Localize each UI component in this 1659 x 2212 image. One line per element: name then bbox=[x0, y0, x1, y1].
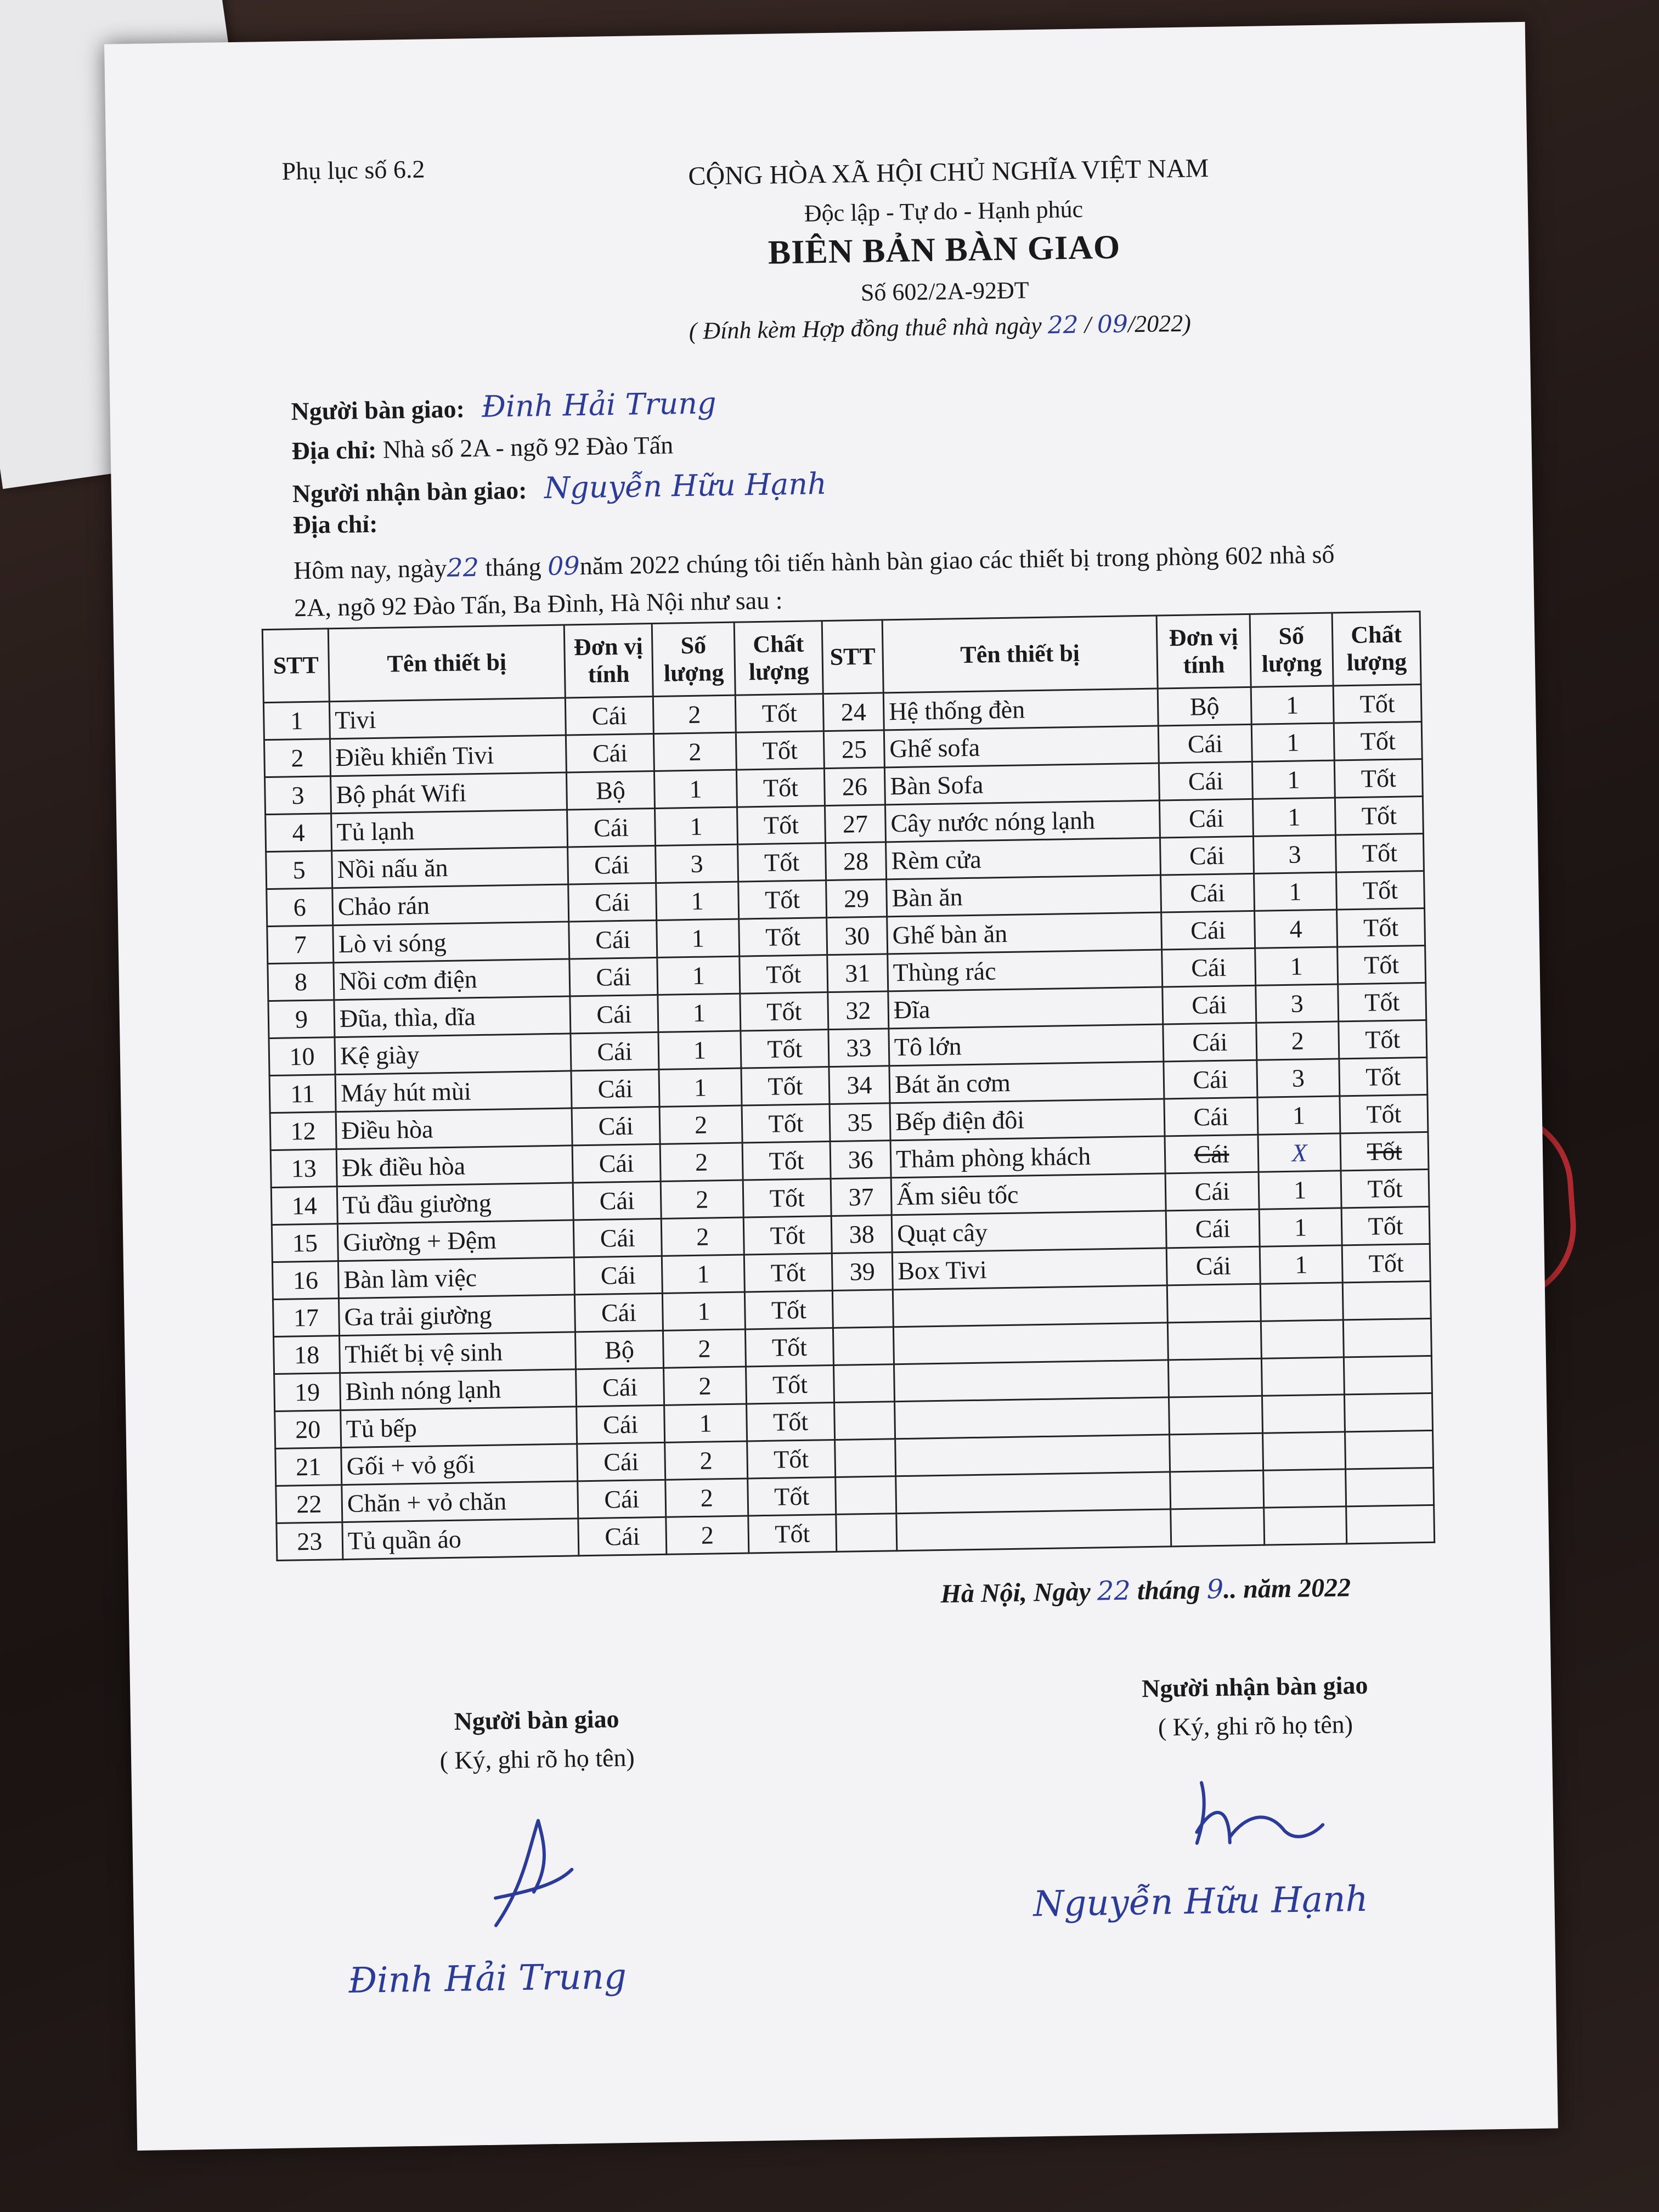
cell-r-stt: 31 bbox=[827, 954, 888, 992]
cell-l-stt: 17 bbox=[273, 1299, 339, 1337]
cell-l-unit: Cái bbox=[571, 1032, 659, 1071]
cell-r-stt: 39 bbox=[832, 1252, 893, 1291]
cell-l-qty: 2 bbox=[659, 1105, 742, 1144]
cell-r-stt bbox=[836, 1476, 896, 1515]
cell-l-qty: 1 bbox=[658, 994, 741, 1032]
cell-r-qty: 3 bbox=[1257, 1059, 1340, 1097]
cell-l-quality: Tốt bbox=[748, 1477, 836, 1516]
cell-r-name: Ghế bàn ăn bbox=[887, 912, 1162, 954]
cell-r-name bbox=[895, 1397, 1170, 1439]
cell-r-qty: 1 bbox=[1257, 1096, 1340, 1135]
cell-r-quality: Tốt bbox=[1342, 1244, 1430, 1283]
cell-r-quality: Tốt bbox=[1341, 1169, 1429, 1208]
cell-l-name: Máy hút mùi bbox=[335, 1071, 572, 1112]
cell-l-qty: 2 bbox=[653, 695, 736, 733]
equipment-table bbox=[262, 611, 1435, 1561]
cell-r-name: Bát ăn cơm bbox=[889, 1062, 1164, 1103]
cell-l-unit: Bộ bbox=[575, 1330, 663, 1369]
cell-l-name: Nồi cơm điện bbox=[334, 959, 570, 1000]
cell-l-name: Bình nóng lạnh bbox=[340, 1369, 577, 1410]
cell-l-unit: Cái bbox=[573, 1181, 661, 1220]
cell-r-unit: Cái bbox=[1159, 799, 1253, 838]
cell-r-qty bbox=[1260, 1283, 1343, 1321]
cell-r-name: Quạt cây bbox=[891, 1211, 1166, 1252]
attachment-note: ( Đính kèm Hợp đồng thuê nhà ngày 22 / 09/2022) bbox=[689, 309, 1192, 345]
cell-l-qty: 1 bbox=[656, 882, 739, 920]
cell-l-unit: Cái bbox=[569, 957, 658, 996]
document-title: BIÊN BẢN BÀN GIAO bbox=[768, 228, 1121, 272]
cell-r-name: Ghế sofa bbox=[884, 726, 1159, 768]
cell-l-stt: 16 bbox=[272, 1261, 338, 1300]
cell-r-unit bbox=[1171, 1508, 1265, 1547]
cell-r-unit: Cái bbox=[1165, 1135, 1259, 1173]
cell-l-unit: Cái bbox=[576, 1368, 664, 1407]
cell-l-unit: Cái bbox=[568, 883, 657, 922]
intro-month: 09 bbox=[547, 551, 580, 581]
cell-l-unit: Cái bbox=[573, 1218, 662, 1257]
cell-r-name bbox=[896, 1509, 1171, 1551]
cell-r-qty bbox=[1261, 1357, 1344, 1396]
cell-l-name: Gối + vỏ gối bbox=[341, 1444, 578, 1485]
cell-l-qty: 1 bbox=[662, 1292, 745, 1330]
cell-l-name: Tủ lạnh bbox=[331, 810, 568, 851]
cell-l-unit: Cái bbox=[574, 1256, 662, 1295]
header-stt: STT bbox=[262, 629, 329, 703]
signature-mark-left bbox=[461, 1809, 595, 1943]
cell-l-unit: Cái bbox=[570, 995, 658, 1034]
cell-l-qty: 1 bbox=[664, 1404, 747, 1442]
motto: Độc lập - Tự do - Hạnh phúc bbox=[804, 195, 1084, 227]
handover-person-row: Người bàn giao: Đinh Hải Trung bbox=[291, 386, 717, 426]
cell-r-unit: Cái bbox=[1159, 761, 1252, 800]
cell-r-stt bbox=[834, 1402, 895, 1440]
cell-r-quality: Tốt bbox=[1338, 983, 1426, 1022]
cell-r-quality: Tốt bbox=[1334, 759, 1423, 798]
cell-l-quality: Tốt bbox=[738, 881, 827, 919]
cell-r-qty bbox=[1263, 1432, 1346, 1470]
cell-l-name: Tủ đầu giường bbox=[337, 1183, 573, 1224]
cell-r-quality: Tốt bbox=[1338, 945, 1426, 984]
cell-r-quality: Tốt bbox=[1339, 1020, 1427, 1059]
attachment-day: 22 bbox=[1047, 311, 1079, 340]
cell-l-quality: Tốt bbox=[740, 992, 828, 1031]
cell-r-quality: Tốt bbox=[1333, 685, 1421, 724]
nation-title: CỘNG HÒA XÃ HỘI CHỦ NGHĨA VIỆT NAM bbox=[688, 153, 1209, 191]
cell-r-unit: Cái bbox=[1164, 1060, 1257, 1099]
cell-r-name: Thùng rác bbox=[888, 950, 1163, 991]
cell-l-qty: 3 bbox=[656, 844, 738, 883]
cell-l-stt: 19 bbox=[274, 1373, 341, 1412]
cell-r-unit: Cái bbox=[1163, 1023, 1257, 1062]
signature-mark-right bbox=[1185, 1770, 1329, 1860]
cell-l-unit: Cái bbox=[578, 1517, 667, 1556]
cell-r-quality: Tốt bbox=[1334, 722, 1422, 761]
cell-l-qty: 2 bbox=[661, 1217, 744, 1256]
cell-l-stt: 7 bbox=[267, 926, 334, 964]
cell-l-qty: 1 bbox=[654, 770, 737, 808]
cell-l-stt: 8 bbox=[268, 963, 334, 1001]
cell-r-quality bbox=[1343, 1318, 1431, 1357]
cell-r-unit: Cái bbox=[1164, 1097, 1258, 1136]
cell-l-unit: Bộ bbox=[566, 771, 654, 810]
cell-l-stt: 11 bbox=[269, 1075, 336, 1113]
address-1-value: Nhà số 2A - ngõ 92 Đào Tấn bbox=[382, 431, 674, 464]
cell-r-unit: Cái bbox=[1161, 911, 1255, 950]
cell-l-unit: Cái bbox=[578, 1480, 666, 1519]
cell-r-quality bbox=[1342, 1281, 1431, 1320]
header-unit-2: Đơn vị tính bbox=[1156, 614, 1251, 689]
cell-l-unit: Cái bbox=[571, 1069, 659, 1108]
cell-l-name: Thiết bị vệ sinh bbox=[340, 1332, 576, 1373]
cell-l-stt: 18 bbox=[274, 1336, 340, 1374]
cell-r-qty: 1 bbox=[1252, 798, 1335, 836]
cell-l-stt: 23 bbox=[276, 1522, 343, 1561]
cell-r-qty: 1 bbox=[1259, 1208, 1342, 1246]
cell-r-unit bbox=[1167, 1284, 1261, 1323]
cell-r-qty: 2 bbox=[1256, 1022, 1339, 1060]
cell-l-qty: 1 bbox=[658, 1031, 741, 1069]
equipment-table-body bbox=[263, 685, 1434, 1561]
cell-l-quality: Tốt bbox=[744, 1254, 832, 1293]
cell-l-quality: Tốt bbox=[736, 769, 825, 808]
cell-l-name: Chăn + vỏ chăn bbox=[342, 1481, 578, 1522]
cell-l-unit: Cái bbox=[577, 1405, 665, 1444]
cell-l-quality: Tốt bbox=[739, 918, 827, 957]
cell-l-name: Ga trải giường bbox=[338, 1295, 575, 1336]
cell-l-stt: 22 bbox=[276, 1485, 342, 1523]
cell-l-unit: Cái bbox=[572, 1107, 660, 1146]
cell-l-unit: Cái bbox=[574, 1293, 663, 1332]
cell-r-unit bbox=[1167, 1321, 1261, 1360]
cell-l-stt: 9 bbox=[268, 1000, 335, 1039]
handover-person-name: Đinh Hải Trung bbox=[481, 386, 717, 424]
sign-right-role: Người nhận bàn giao bbox=[1141, 1671, 1368, 1703]
cell-l-unit: Cái bbox=[568, 845, 656, 884]
cell-r-qty bbox=[1264, 1506, 1347, 1545]
cell-l-quality: Tốt bbox=[738, 843, 826, 882]
cell-r-stt bbox=[836, 1514, 897, 1552]
cell-r-qty: 1 bbox=[1260, 1245, 1342, 1284]
handover-document bbox=[104, 22, 1558, 2151]
cell-r-stt: 37 bbox=[831, 1178, 891, 1216]
cell-r-quality: Tốt bbox=[1340, 1094, 1428, 1133]
cell-l-quality: Tốt bbox=[747, 1440, 836, 1479]
cell-l-quality: Tốt bbox=[743, 1179, 831, 1218]
cell-r-qty bbox=[1261, 1320, 1344, 1358]
cell-l-qty: 1 bbox=[657, 956, 740, 995]
cell-l-quality: Tốt bbox=[745, 1328, 833, 1367]
cell-r-unit: Cái bbox=[1166, 1209, 1260, 1248]
cell-r-unit bbox=[1170, 1433, 1263, 1472]
cell-l-unit: Cái bbox=[567, 808, 656, 847]
cell-l-name: Chảo rán bbox=[332, 884, 569, 926]
receiver-row: Người nhận bàn giao: Nguyễn Hữu Hạnh bbox=[292, 466, 827, 508]
header-stt-2: STT bbox=[822, 620, 883, 694]
cell-r-qty: X bbox=[1258, 1133, 1341, 1172]
cell-l-quality: Tốt bbox=[744, 1291, 833, 1330]
cell-l-stt: 2 bbox=[264, 739, 330, 777]
address-row-1: Địa chỉ: Nhà số 2A - ngõ 92 Đào Tấn bbox=[291, 431, 674, 465]
cell-r-unit: Cái bbox=[1160, 836, 1254, 875]
cell-r-stt: 35 bbox=[830, 1103, 890, 1142]
cell-r-quality: Tốt bbox=[1336, 871, 1424, 910]
document-number: Số 602/2A-92ĐT bbox=[860, 276, 1030, 306]
cell-l-quality: Tốt bbox=[748, 1514, 837, 1553]
cell-r-stt bbox=[832, 1290, 893, 1328]
sign-left-role: Người bàn giao bbox=[454, 1705, 619, 1735]
cell-l-quality: Tốt bbox=[742, 1142, 831, 1181]
cell-l-name: Tủ bếp bbox=[341, 1407, 577, 1448]
cell-r-quality bbox=[1345, 1430, 1434, 1469]
cell-l-qty: 1 bbox=[659, 1068, 742, 1107]
cell-r-name: Bàn Sofa bbox=[884, 763, 1159, 805]
cell-r-name: Thảm phòng khách bbox=[890, 1136, 1165, 1178]
cell-l-name: Tivi bbox=[329, 698, 566, 739]
cell-l-stt: 13 bbox=[270, 1149, 337, 1188]
cell-r-stt: 25 bbox=[823, 730, 884, 769]
cell-l-quality: Tốt bbox=[740, 955, 828, 994]
cell-r-stt: 28 bbox=[826, 842, 887, 881]
cell-l-name: Tủ quần áo bbox=[342, 1519, 579, 1560]
cell-r-stt bbox=[835, 1439, 896, 1477]
date-month: 9 bbox=[1206, 1573, 1224, 1605]
cell-r-stt: 26 bbox=[824, 768, 885, 806]
cell-r-quality bbox=[1344, 1356, 1432, 1395]
cell-l-qty: 2 bbox=[653, 732, 736, 771]
cell-r-stt: 27 bbox=[825, 805, 885, 843]
cell-l-quality: Tốt bbox=[742, 1104, 830, 1143]
cell-l-name: Giường + Đệm bbox=[337, 1220, 574, 1261]
cell-l-quality: Tốt bbox=[741, 1067, 830, 1106]
cell-l-stt: 21 bbox=[275, 1448, 342, 1486]
cell-r-quality: Tốt bbox=[1340, 1132, 1429, 1171]
cell-r-qty: 4 bbox=[1255, 910, 1338, 948]
cell-l-name: Nồi nấu ăn bbox=[332, 847, 568, 888]
cell-r-name bbox=[893, 1285, 1167, 1327]
cell-l-stt: 5 bbox=[266, 851, 332, 889]
cell-r-unit: Cái bbox=[1162, 948, 1256, 987]
signature-block-left bbox=[372, 1703, 702, 1776]
cell-r-name: Bếp điện đôi bbox=[890, 1099, 1165, 1141]
cell-l-quality: Tốt bbox=[743, 1216, 832, 1255]
cell-r-unit: Cái bbox=[1161, 873, 1255, 912]
date-day: 22 bbox=[1097, 1575, 1131, 1607]
cell-r-quality: Tốt bbox=[1341, 1206, 1430, 1245]
cell-r-stt: 32 bbox=[828, 991, 889, 1030]
cell-r-qty bbox=[1262, 1395, 1345, 1433]
cell-r-unit: Cái bbox=[1158, 724, 1252, 763]
cell-l-quality: Tốt bbox=[741, 1030, 829, 1069]
header-name: Tên thiết bị bbox=[328, 625, 565, 702]
cell-l-qty: 2 bbox=[661, 1180, 743, 1218]
cell-r-unit bbox=[1170, 1470, 1264, 1509]
sign-right-note: ( Ký, ghi rõ họ tên) bbox=[1158, 1710, 1353, 1741]
cell-r-quality: Tốt bbox=[1339, 1057, 1427, 1096]
cell-l-stt: 15 bbox=[272, 1224, 338, 1262]
header-qty-2: Số lượng bbox=[1250, 613, 1333, 687]
cell-r-name: Rèm cửa bbox=[886, 838, 1161, 879]
sign-left-name: Đinh Hải Trung bbox=[348, 1956, 627, 2002]
cell-r-unit bbox=[1168, 1358, 1262, 1397]
cell-r-qty: 1 bbox=[1251, 723, 1334, 761]
cell-l-unit: Cái bbox=[566, 734, 654, 773]
cell-r-qty: 1 bbox=[1255, 947, 1338, 985]
cell-r-qty: 1 bbox=[1252, 760, 1335, 799]
cell-r-name bbox=[894, 1360, 1169, 1402]
cell-r-qty: 1 bbox=[1254, 872, 1337, 911]
cell-l-qty: 1 bbox=[655, 807, 738, 845]
cell-l-stt: 1 bbox=[263, 702, 330, 740]
cell-l-stt: 20 bbox=[275, 1410, 341, 1449]
cell-r-name: Đĩa bbox=[888, 987, 1163, 1029]
cell-r-qty: 3 bbox=[1256, 984, 1339, 1023]
cell-l-stt: 4 bbox=[266, 814, 332, 852]
cell-r-quality: Tốt bbox=[1337, 908, 1425, 947]
cell-l-quality: Tốt bbox=[747, 1402, 835, 1441]
cell-r-name bbox=[896, 1472, 1171, 1514]
cell-l-name: Lò vi sóng bbox=[333, 922, 569, 963]
cell-r-stt: 34 bbox=[829, 1066, 890, 1104]
cell-r-qty bbox=[1263, 1469, 1346, 1508]
cell-l-unit: Cái bbox=[565, 697, 653, 736]
cell-r-quality: Tốt bbox=[1335, 796, 1423, 835]
cell-r-name bbox=[893, 1323, 1168, 1364]
cell-l-name: Bàn làm việc bbox=[338, 1257, 574, 1299]
header-unit: Đơn vị tính bbox=[564, 624, 653, 698]
header-quality-2: Chất lượng bbox=[1332, 612, 1421, 686]
cell-l-unit: Cái bbox=[569, 920, 657, 959]
cell-r-unit: Cái bbox=[1163, 985, 1256, 1024]
cell-r-stt bbox=[833, 1327, 894, 1365]
header-quality: Chất lượng bbox=[734, 621, 823, 695]
cell-l-name: Đk điều hòa bbox=[336, 1146, 573, 1187]
cell-l-qty: 2 bbox=[666, 1516, 749, 1554]
cell-r-stt bbox=[833, 1364, 894, 1403]
cell-r-name: Bàn ăn bbox=[887, 875, 1161, 917]
cell-r-unit: Cái bbox=[1166, 1246, 1260, 1285]
intro-day: 22 bbox=[447, 552, 479, 583]
cell-r-unit: Cái bbox=[1165, 1172, 1259, 1211]
intro-paragraph: Hôm nay, ngày22 tháng 09năm 2022 chúng tôi tiến hành bàn giao các thiết bị trong phòng 602 nhà số 2A, ngõ 92 Đào Tấn, Ba Đình, Hà Nội như sau : bbox=[293, 540, 1335, 622]
cell-r-name: Hệ thống đèn bbox=[883, 689, 1158, 730]
cell-l-qty: 1 bbox=[662, 1255, 744, 1293]
cell-l-quality: Tốt bbox=[736, 731, 824, 770]
annex-label: Phụ lục số 6.2 bbox=[281, 155, 425, 185]
cell-l-qty: 2 bbox=[663, 1329, 746, 1368]
cell-r-quality bbox=[1346, 1505, 1435, 1544]
cell-l-stt: 6 bbox=[267, 888, 333, 927]
cell-l-stt: 14 bbox=[271, 1187, 337, 1225]
cell-r-stt: 38 bbox=[831, 1215, 892, 1254]
cell-l-name: Bộ phát Wifi bbox=[331, 772, 567, 814]
cell-r-quality: Tốt bbox=[1335, 833, 1424, 872]
cell-l-stt: 3 bbox=[265, 776, 331, 815]
cell-r-qty: 1 bbox=[1251, 686, 1334, 724]
cell-r-stt: 36 bbox=[830, 1141, 891, 1179]
cell-r-stt: 24 bbox=[823, 693, 884, 731]
cell-r-name: Ấm siêu tốc bbox=[891, 1173, 1166, 1215]
cell-l-qty: 1 bbox=[657, 919, 740, 957]
cell-r-name: Box Tivi bbox=[892, 1248, 1167, 1290]
cell-l-name: Đũa, thìa, dĩa bbox=[334, 996, 571, 1037]
document-header bbox=[106, 148, 1530, 354]
cell-r-stt: 29 bbox=[826, 879, 887, 918]
cell-l-name: Điều hòa bbox=[336, 1108, 572, 1149]
cell-r-qty: 1 bbox=[1259, 1171, 1341, 1209]
cell-l-stt: 12 bbox=[270, 1112, 336, 1150]
cell-r-name: Tô lớn bbox=[889, 1024, 1164, 1066]
cell-r-qty: 3 bbox=[1253, 835, 1336, 873]
attachment-month: 09 bbox=[1097, 310, 1128, 339]
cell-l-name: Điều khiển Tivi bbox=[330, 735, 566, 776]
sign-left-note: ( Ký, ghi rõ họ tên) bbox=[439, 1743, 635, 1775]
cell-l-unit: Cái bbox=[572, 1144, 661, 1183]
address-row-2: Địa chỉ: bbox=[292, 509, 378, 539]
cell-l-quality: Tốt bbox=[746, 1365, 834, 1404]
cell-l-name: Kệ giày bbox=[335, 1034, 571, 1075]
sign-right-name: Nguyễn Hữu Hạnh bbox=[1032, 1878, 1369, 1925]
cell-r-quality bbox=[1344, 1393, 1432, 1432]
signature-block-right bbox=[1063, 1669, 1448, 1743]
cell-r-stt: 30 bbox=[827, 917, 888, 955]
cell-l-qty: 2 bbox=[660, 1143, 743, 1181]
cell-r-quality bbox=[1346, 1468, 1434, 1506]
cell-l-unit: Cái bbox=[577, 1442, 665, 1481]
cell-l-quality: Tốt bbox=[735, 694, 823, 733]
receiver-name: Nguyễn Hữu Hạnh bbox=[544, 466, 827, 506]
cell-l-stt: 10 bbox=[269, 1037, 335, 1076]
cell-l-qty: 2 bbox=[664, 1367, 747, 1405]
cell-l-qty: 2 bbox=[665, 1441, 748, 1480]
cell-r-unit: Bộ bbox=[1158, 687, 1251, 726]
header-qty: Số lượng bbox=[652, 622, 735, 696]
cell-r-name bbox=[895, 1435, 1170, 1476]
cell-r-unit bbox=[1169, 1396, 1262, 1435]
cell-l-quality: Tốt bbox=[737, 806, 825, 845]
header-name-2: Tên thiết bị bbox=[882, 616, 1158, 693]
cell-l-qty: 2 bbox=[665, 1479, 748, 1517]
cell-r-stt: 33 bbox=[828, 1029, 889, 1067]
date-line: Hà Nội, Ngày 22 tháng 9.. năm 2022 bbox=[940, 1573, 1351, 1609]
cell-r-name: Cây nước nóng lạnh bbox=[885, 800, 1160, 842]
